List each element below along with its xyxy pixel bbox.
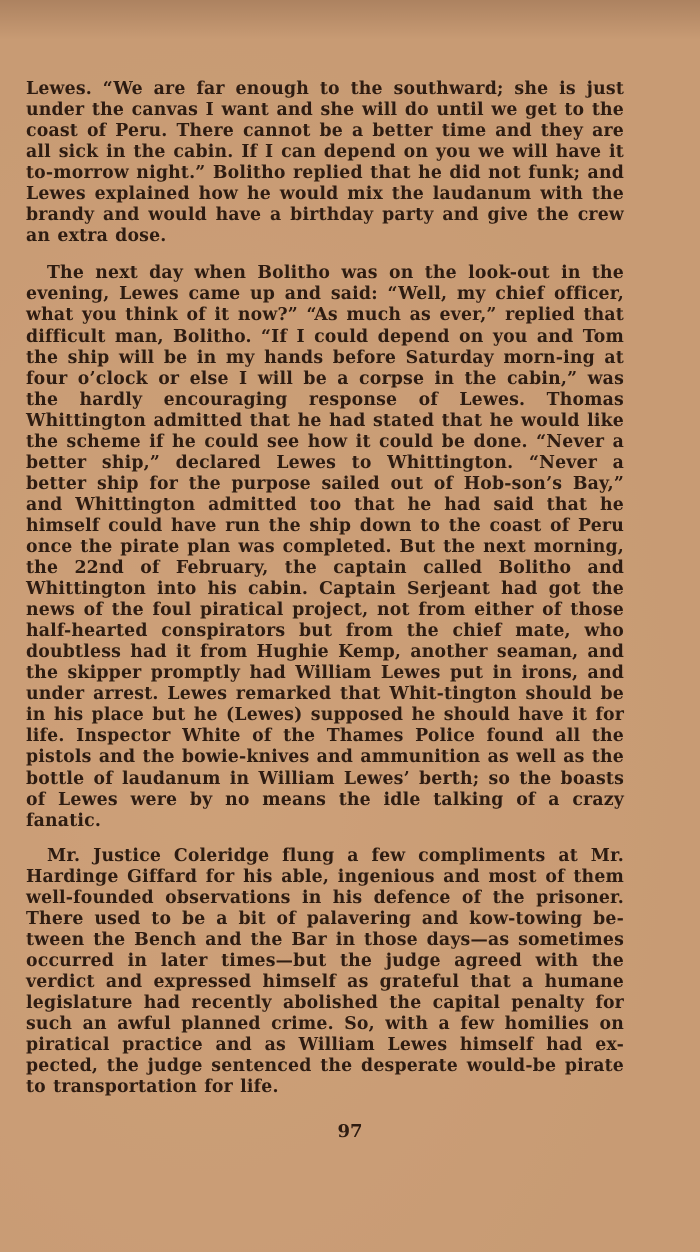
- paragraph-1: Lewes. “We are far enough to the southward; she is just under the canvas I want and she will do until we get to the coast of Peru. There cannot be a better time and they are all sick in the cabin. If I can depend on you we will have it to-morrow night.” Bolitho replied that he did not funk; and Lewes explained how he would mix the laudanum with the brandy and would have a birthday party and give the crew an extra dose.: [26, 79, 624, 247]
- paragraph-2: The next day when Bolitho was on the look-out in the evening, Lewes came up and said: “Well, my chief officer, what you think of it now?” “As much as ever,” replied that difficult man, Bolitho. “If I could depend on you and Tom the ship will be in my hands before Saturday morn-ing at four o’clock or else I will be a corpse in the cabin,” was the hardly encouraging response of Lewes. Thomas Whittington admitted that he had stated that he would like the scheme if he could see how it could be done. “Never a better ship,” declared Lewes to Whittington. “Never a better ship for the purpose sailed out of Hob-son’s Bay,” and Whittington admitted too that he had said that he himself could have run the ship down to the coast of Peru once the pirate plan was completed. But the next morning, the 22nd of February, the captain called Bolitho and Whittington into his cabin. Captain Serjeant had got the news of the foul piratical project, not from either of those half-hearted conspirators but from the chief mate, who doubtless had it from Hughie Kemp, another seaman, and the skipper promptly had William Lewes put in irons, and under arrest. Lewes remarked that Whit-tington should be in his place but he (Lewes) supposed he should have it for life. Inspector White of the Thames Police found all the pistols and the bowie-knives and ammunition as well as the bottle of laudanum in William Lewes’ berth; so the boasts of Lewes were by no means the idle talking of a crazy fanatic.: [26, 263, 624, 831]
- body-text: [26, 79, 624, 1112]
- paragraph-3: Mr. Justice Coleridge flung a few compliments at Mr. Hardinge Giffard for his able, ingenious and most of them well-founded observations in his defence of the prisoner. There used to be a bit of palavering and kow-towing be-tween the Bench and the Bar in those days—as sometimes occurred in later times—but the judge agreed with the verdict and expressed himself as grateful that a humane legislature had recently abolished the capital penalty for such an awful planned crime. So, with a few homilies on piratical practice and as William Lewes himself had ex-pected, the judge sentenced the desperate would-be pirate to transportation for life.: [26, 845, 624, 1098]
- page-number: 97: [337, 1121, 363, 1142]
